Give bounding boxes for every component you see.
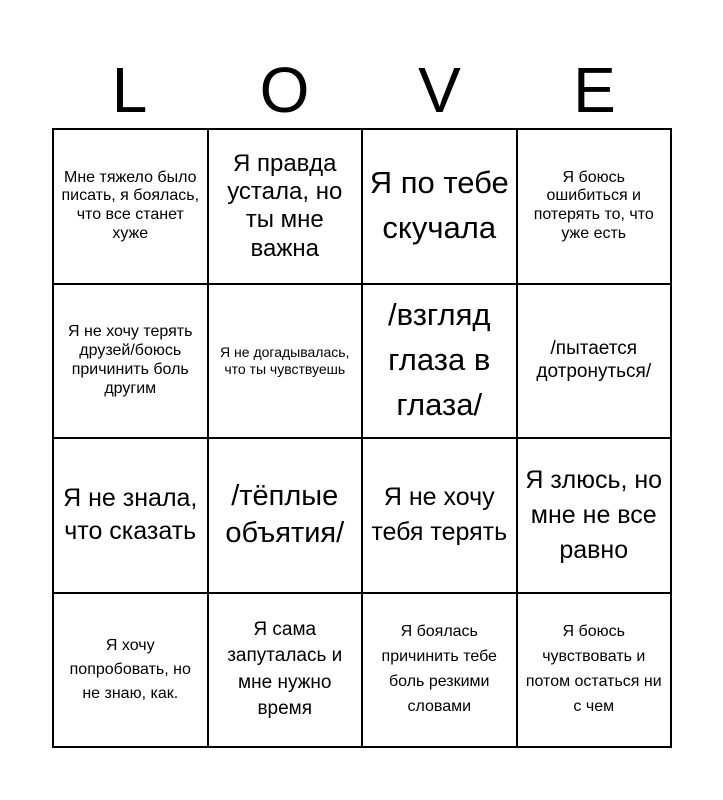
bingo-cell[interactable] <box>363 285 518 440</box>
bingo-cell[interactable] <box>54 285 209 440</box>
header-letter-l: L <box>111 54 148 126</box>
bingo-cell[interactable] <box>518 130 673 285</box>
cell-text: Я не хочу терять друзей/боюсь причинить боль другим <box>68 323 193 397</box>
header-letter-e: E <box>573 54 616 126</box>
cell-text: Я не догадывалась, что ты чувствуешь <box>220 344 350 377</box>
cell-text: /пытается дотронуться/ <box>536 338 652 382</box>
cell-text: Я по тебе скучала <box>369 165 509 246</box>
header-letter-o: O <box>259 54 310 126</box>
cell-text: Я злюсь, но мне не все равно <box>525 465 663 564</box>
bingo-cell[interactable] <box>209 439 364 594</box>
cell-text: Мне тяжело было писать, я боялась, что все станет хуже <box>61 168 200 243</box>
bingo-cell[interactable] <box>518 285 673 440</box>
header-letter-v: V <box>418 54 461 126</box>
bingo-cell[interactable] <box>518 594 673 749</box>
cell-text: Я сама запуталась и мне нужно время <box>227 618 343 720</box>
bingo-board <box>52 128 672 748</box>
bingo-cell[interactable] <box>209 130 364 285</box>
cell-text: Я не знала, что сказать <box>63 483 198 546</box>
bingo-cell[interactable] <box>54 439 209 594</box>
cell-text: /взгляд глаза в глаза/ <box>387 297 491 423</box>
bingo-cell[interactable] <box>54 594 209 749</box>
cell-text: Я правда устала, но ты мне важна <box>227 149 343 262</box>
bingo-cell[interactable] <box>54 130 209 285</box>
cell-text: Я боюсь ошибиться и потерять то, что уже есть <box>533 168 654 243</box>
bingo-cell[interactable] <box>209 594 364 749</box>
cell-text: Я не хочу тебя терять <box>371 483 508 547</box>
bingo-cell[interactable] <box>363 594 518 749</box>
bingo-header <box>52 52 672 128</box>
bingo-cell[interactable] <box>363 439 518 594</box>
cell-text: Я хочу попробовать, но не знаю, как. <box>69 636 191 702</box>
bingo-cell[interactable] <box>363 130 518 285</box>
bingo-cell[interactable] <box>518 439 673 594</box>
bingo-cell[interactable] <box>209 285 364 440</box>
cell-text: Я боюсь чувствовать и потом остаться ни с чем <box>525 623 662 715</box>
cell-text: Я боялась причинить тебе боль резкими словами <box>381 623 497 715</box>
cell-text: /тёплые объятия/ <box>225 479 345 550</box>
